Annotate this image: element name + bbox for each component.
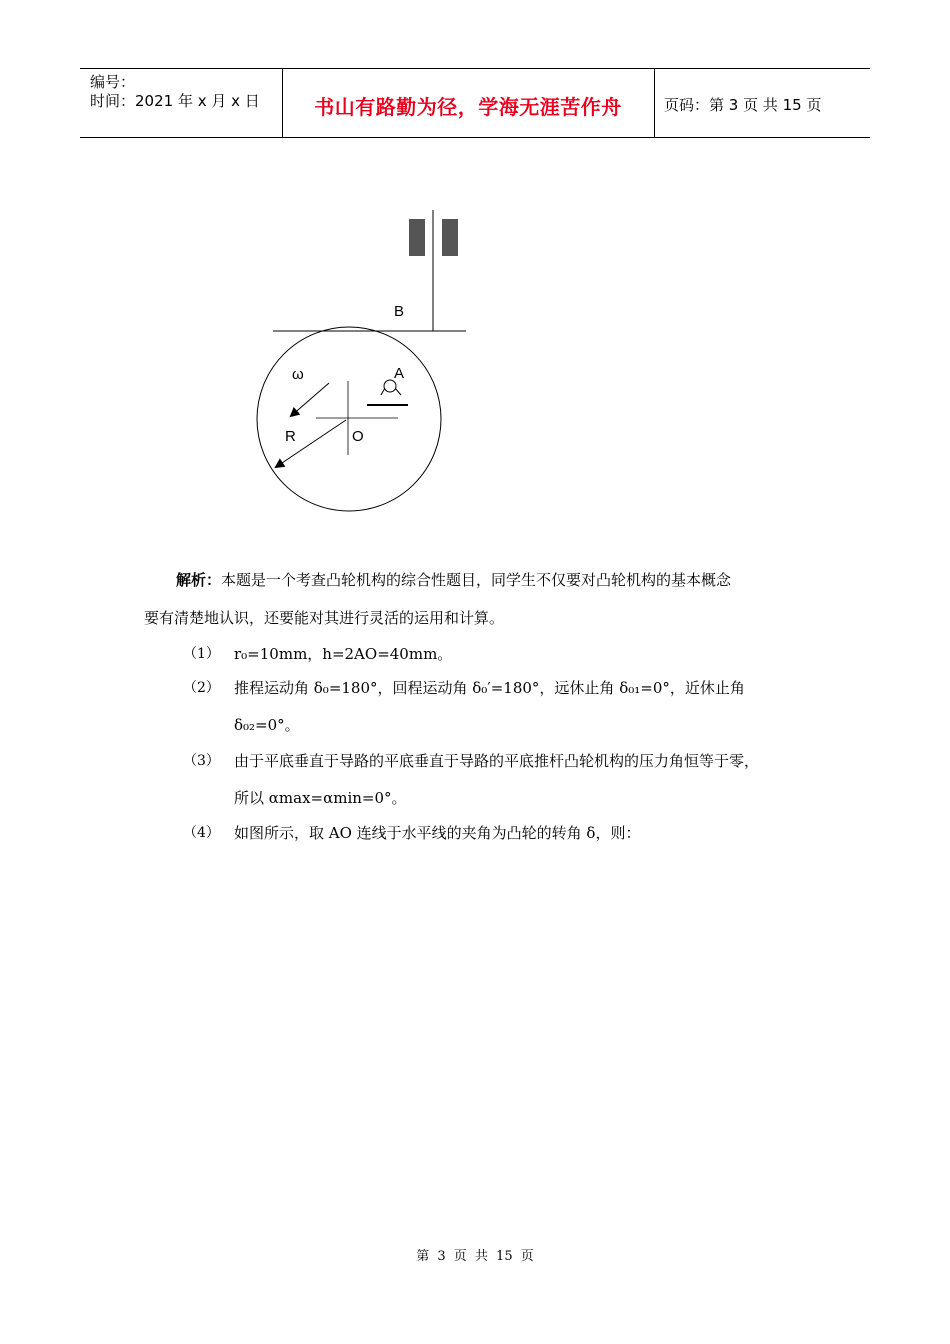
label-r: R	[285, 428, 296, 445]
label-b: B	[394, 303, 405, 320]
label-omega: ω	[292, 366, 304, 383]
item-text-1: r₀=10mm，h=2AO=40mm。	[234, 645, 453, 663]
cam-circle	[257, 327, 441, 511]
item-text-2: 推程运动角 δ₀=180°，回程运动角 δ₀′=180°，远休止角 δ₀₁=0°，近休止角	[234, 679, 745, 697]
header-meta	[90, 73, 260, 111]
page-header	[80, 68, 870, 138]
guide-block-right	[442, 219, 458, 256]
analysis-line-2: 要有清楚地认识，还要能对其进行灵活的运用和计算。	[144, 609, 505, 627]
item-number-3: （3）	[183, 753, 220, 769]
cam-mechanism-figure	[250, 205, 480, 525]
label-o: O	[352, 428, 364, 445]
pivot-support-right	[395, 388, 401, 395]
analysis-text-1: 本题是一个考查凸轮机构的综合性题目，同学生不仅要对凸轮机构的基本概念	[221, 571, 732, 589]
item-text-4: 如图所示，取 AO 连线于水平线的夹角为凸轮的转角 δ，则：	[234, 824, 641, 842]
analysis-label: 解析：	[176, 571, 222, 589]
item-number-2: （2）	[183, 680, 220, 696]
analysis-line-1	[144, 570, 814, 590]
header-time-label: 时间：2021 年 x 月 x 日	[90, 92, 260, 110]
header-code-label: 编号：	[90, 73, 136, 91]
item-text-3: 由于平底垂直于导路的平底垂直于导路的平底推杆凸轮机构的压力角恒等于零，	[234, 752, 760, 770]
header-motto: 书山有路勤为径，学海无涯苦作舟	[314, 95, 622, 119]
guide-block-left	[409, 219, 425, 256]
label-a: A	[394, 365, 405, 382]
item-number-4: （4）	[183, 825, 220, 841]
header-divider-right	[654, 69, 655, 137]
omega-arrow	[291, 383, 329, 416]
page-footer: 第 3 页 共 15 页	[416, 1249, 534, 1264]
item-number-1: （1）	[183, 646, 220, 662]
item-text-2-cont: δ₀₂=0°。	[234, 716, 300, 734]
item-text-3-cont: 所以 αmax=αmin=0°。	[234, 789, 407, 807]
header-page-info: 页码：第 3 页 共 15 页	[664, 96, 822, 114]
